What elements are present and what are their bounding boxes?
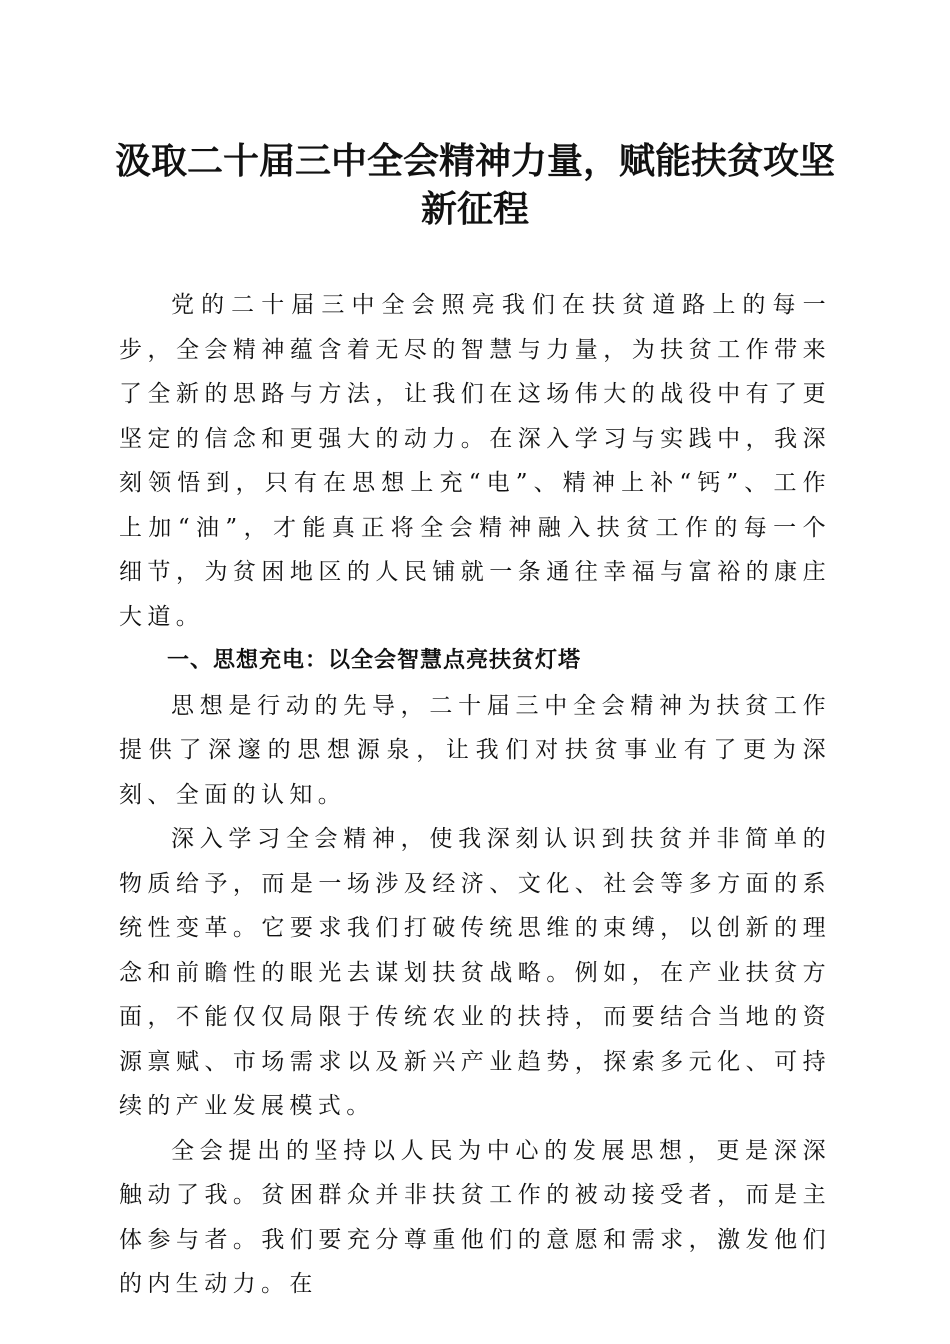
title-line-2: 新征程 <box>420 189 529 230</box>
paragraph-systemic-change: 深入学习全会精神，使我深刻认识到扶贫并非简单的物质给予，而是一场涉及经济、文化、社会等多方面的系统性变革。它要求我们打破传统思维的束缚，以创新的理念和前瞻性的眼光去谋划扶贫战略。例如，在产业扶贫方面，不能仅仅局限于传统农业的扶持，而要结合当地的资源禀赋、市场需求以及新兴产业趋势，探索多元化、可持续的产业发展模式。 <box>119 826 831 1119</box>
document-title <box>100 138 850 234</box>
title-line-1: 汲取二十届三中全会精神力量，赋能扶贫攻坚 <box>114 141 835 182</box>
document-body <box>119 283 831 1307</box>
paragraph-thought-guide: 思想是行动的先导，二十届三中全会精神为扶贫工作提供了深邃的思想源泉，让我们对扶贫事业有了更为深刻、全面的认知。 <box>119 692 831 808</box>
section-heading-1: 一、思想充电：以全会智慧点亮扶贫灯塔 <box>167 648 582 673</box>
paragraph-people-centered: 全会提出的坚持以人民为中心的发展思想，更是深深触动了我。贫困群众并非扶贫工作的被动接受者，而是主体参与者。我们要充分尊重他们的意愿和需求，激发他们的内生动力。在 <box>119 1137 831 1297</box>
paragraph-intro: 党的二十届三中全会照亮我们在扶贫道路上的每一步，全会精神蕴含着无尽的智慧与力量，为扶贫工作带来了全新的思路与方法，让我们在这场伟大的战役中有了更坚定的信念和更强大的动力。在深入学习与实践中，我深刻领悟到，只有在思想上充“电”、精神上补“钙”、工作上加“油”，才能真正将全会精神融入扶贫工作的每一个细节，为贫困地区的人民铺就一条通往幸福与富裕的康庄大道。 <box>119 292 831 630</box>
